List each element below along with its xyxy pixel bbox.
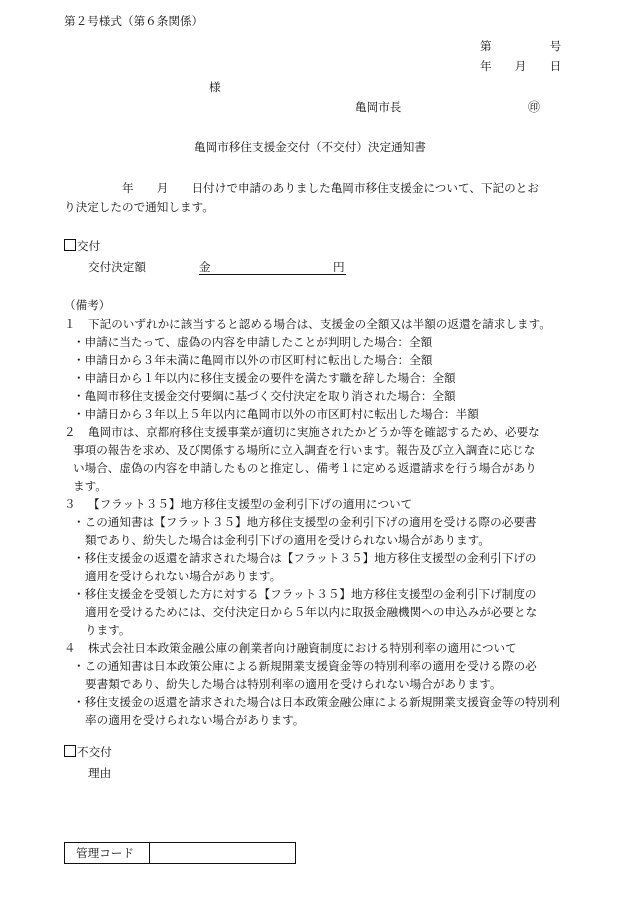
intro-line-1: 年 月 日付けで申請のありました亀岡市移住支援金について、下記のとお <box>122 181 539 195</box>
note-3-bullet: ・この通知書は【フラット３５】地方移住支援型の金利引下げの適用を受ける際の必要書 <box>73 515 537 529</box>
form-number: 第２号様式（第６条関係） <box>64 14 204 28</box>
note-2-line: い場合、虚偽の内容を申請したものと推定し、備考１に定める返還請求を行う場合があり <box>73 461 537 475</box>
note-2-number: ２ <box>64 425 76 439</box>
note-4-heading: 株式会社日本政策金融公庫の創業者向け融資制度における特別利率の適用について <box>88 641 517 655</box>
note-4-bullet: ・移住支援金の返還を請求された場合は日本政策金融公庫による新規開業支援資金等の特別利 <box>73 695 560 709</box>
notes-heading: （備考） <box>64 298 111 312</box>
note-2-line: 亀岡市は、京都府移住支援事業が適切に実施されたかどうか等を確認するため、必要な <box>88 425 540 439</box>
note-3-heading: 【フラット３５】地方移住支援型の金利引下げの適用について <box>88 497 413 511</box>
grant-heading: 交付 <box>77 239 101 253</box>
note-1-bullet: ・亀岡市移住支援金交付要綱に基づく交付決定を取り消された場合：全額 <box>73 389 456 403</box>
note-1-bullet: ・申請日から１年以内に移住支援金の要件を満たす職を辞した場合：全額 <box>73 371 456 385</box>
management-code-box <box>64 842 296 864</box>
note-2-line: 事項の報告を求め、及び関係する場所に立入調査を行います。報告及び立入調査に応じな <box>73 443 536 457</box>
note-3-bullet-cont: ります。 <box>85 623 131 637</box>
note-1-bullet: ・申請日から３年以上５年以内に亀岡市以外の市区町村に転出した場合：半額 <box>73 407 479 421</box>
note-1-bullet: ・申請に当たって、虚偽の内容を申請したことが判明した場合：全額 <box>73 335 433 349</box>
grant-amount-label: 交付決定額 <box>88 260 146 274</box>
note-3-bullet: ・移住支援金の返還を請求された場合は【フラット３５】地方移住支援型の金利引下げの <box>73 551 537 565</box>
reason-label: 理由 <box>88 766 112 780</box>
note-3-number: ３ <box>64 497 76 511</box>
note-1-text: 下記のいずれかに該当すると認める場合は、支援金の全額又は半額の返還を請求します。 <box>88 317 551 331</box>
note-3-bullet-cont: 類であり、紛失した場合は金利引下げの適用を受けられない場合があります。 <box>85 533 490 547</box>
non-grant-option[interactable] <box>64 745 112 759</box>
note-4-bullet-cont: 要書類であり、紛失した場合は特別利率の適用を受けられない場合があります。 <box>85 677 502 691</box>
note-1-number: １ <box>64 317 76 331</box>
issuer-name: 亀岡市長 <box>355 100 402 114</box>
grant-checkbox[interactable] <box>64 239 76 251</box>
note-4-number: ４ <box>64 641 76 655</box>
reason-field[interactable] <box>88 784 568 824</box>
note-2-line: ます。 <box>73 479 107 493</box>
note-4-bullet: ・この通知書は日本政策公庫による新規開業支援資金等の特別利率の適用を受ける際の必 <box>73 659 537 673</box>
addressee-suffix: 様 <box>209 80 221 94</box>
grant-amount-field[interactable] <box>215 260 325 274</box>
note-3-bullet-cont: 適用を受けられない場合があります。 <box>85 569 282 583</box>
management-code-label: 管理コード <box>65 843 150 863</box>
document-number-label: 第 号 <box>480 39 562 53</box>
non-grant-heading: 不交付 <box>77 745 112 759</box>
seal-mark: ㊞ <box>528 100 541 114</box>
intro-line-2: り決定したので通知します。 <box>64 200 214 214</box>
note-1-bullet: ・申請日から３年未満に亀岡市以外の市区町村に転出した場合：全額 <box>73 353 433 367</box>
amount-underline <box>199 274 346 275</box>
management-code-field[interactable] <box>151 843 295 863</box>
currency-prefix: 金 <box>199 260 211 274</box>
currency-suffix: 円 <box>333 260 345 274</box>
date-label: 年 月 日 <box>480 59 562 73</box>
page-title: 亀岡市移住支援金交付（不交付）決定通知書 <box>194 140 426 154</box>
note-3-bullet-cont: 適用を受けるためには、交付決定日から５年以内に取扱金融機関への申込みが必要とな <box>85 605 538 619</box>
note-3-bullet: ・移住支援金を受領した方に対する【フラット３５】地方移住支援型の金利引下げ制度の <box>73 587 537 601</box>
note-4-bullet-cont: 率の適用を受けられない場合があります。 <box>85 713 305 727</box>
grant-option[interactable] <box>64 239 100 253</box>
non-grant-checkbox[interactable] <box>64 745 76 757</box>
